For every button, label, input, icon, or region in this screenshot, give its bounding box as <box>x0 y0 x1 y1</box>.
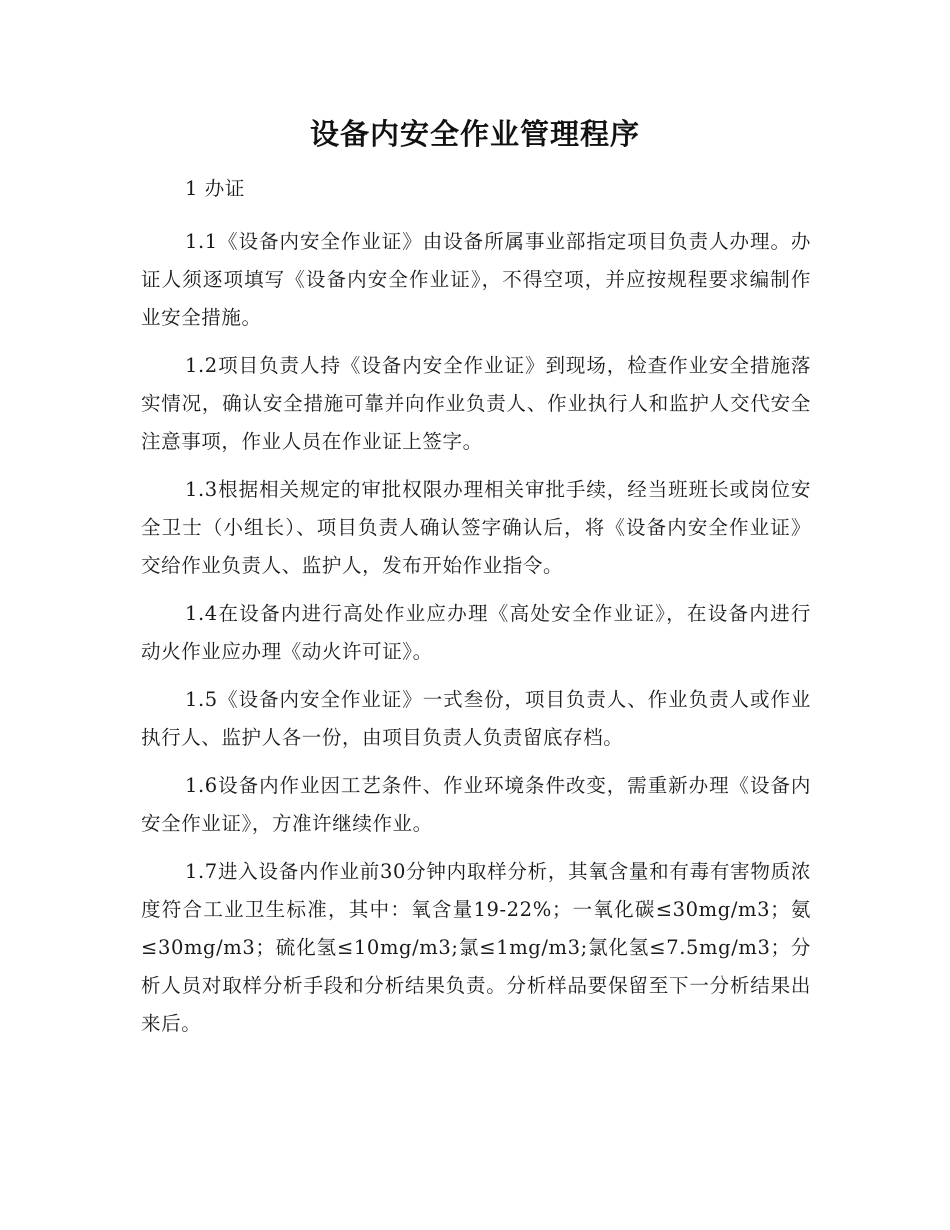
paragraph-1-5: 1.5《设备内安全作业证》一式叁份，项目负责人、作业负责人或作业执行人、监护人各一份，由项目负责人负责留底存档。 <box>141 688 811 749</box>
section-heading-1: 1 办证 <box>185 177 246 200</box>
paragraph-1-2: 1.2项目负责人持《设备内安全作业证》到现场，检查作业安全措施落实情况，确认安全措施可靠并向作业负责人、作业执行人和监护人交代安全注意事项，作业人员在作业证上签字。 <box>141 354 811 453</box>
paragraph-1-1: 1.1《设备内安全作业证》由设备所属事业部指定项目负责人办理。办证人须逐项填写《设备内安全作业证》，不得空项，并应按规程要求编制作业安全措施。 <box>141 230 811 329</box>
paragraph-1-4: 1.4在设备内进行高处作业应办理《高处安全作业证》，在设备内进行动火作业应办理《动火许可证》。 <box>141 602 811 663</box>
paragraph-1-6: 1.6设备内作业因工艺条件、作业环境条件改变，需重新办理《设备内安全作业证》，方准许继续作业。 <box>141 774 811 835</box>
document-title: 设备内安全作业管理程序 <box>309 117 640 151</box>
paragraph-1-3: 1.3根据相关规定的审批权限办理相关审批手续，经当班班长或岗位安全卫士（小组长）、项目负责人确认签字确认后，将《设备内安全作业证》交给作业负责人、监护人，发布开始作业指令。 <box>141 478 811 577</box>
paragraph-1-7: 1.7进入设备内作业前30分钟内取样分析，其氧含量和有毒有害物质浓度符合工业卫生标准，其中：氧含量19-22%；一氧化碳≤30mg/m3；氨≤30mg/m3；硫化氢≤10mg/m3;氯≤1mg/m3;氯化氢≤7.5mg/m3；分析人员对取样分析手段和分析结果负责。分析样品要保留至下一分析结果出来后。 <box>141 860 811 1035</box>
document-body <box>141 170 811 1053</box>
